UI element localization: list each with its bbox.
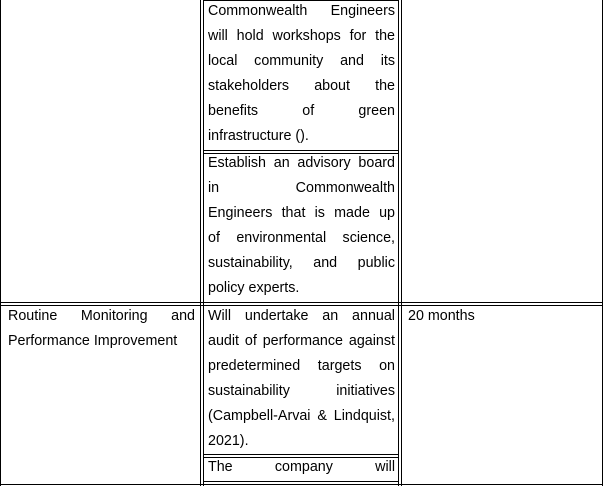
table-border-col1 — [200, 0, 201, 486]
action-line: Commonwealth Engineers — [208, 3, 395, 19]
table-border-col1b — [203, 0, 204, 486]
action-line: The company will — [208, 459, 395, 475]
phase-line: Performance Improvement — [8, 333, 178, 349]
table-border-left — [0, 0, 1, 486]
action-line: (Campbell-Arvai & Lindquist, — [208, 408, 395, 424]
action-line: policy experts. — [208, 280, 300, 296]
table-border-right — [602, 0, 603, 486]
action-line: benefits of green — [208, 103, 395, 119]
action-line: stakeholders about the — [208, 78, 395, 94]
action-line: Will undertake an annual — [208, 308, 395, 324]
action-line: infrastructure (). — [208, 128, 309, 144]
action-line: will hold workshops for the — [208, 28, 395, 44]
action-line: of environmental science, — [208, 230, 395, 246]
action-line: predetermined targets on — [208, 358, 395, 374]
phase-line: Routine Monitoring and — [8, 308, 195, 324]
table-border-col2 — [398, 0, 399, 486]
action-line: Engineers that is made up — [208, 205, 395, 221]
action-line: in Commonwealth — [208, 180, 395, 196]
table-border-bottom-b — [203, 481, 399, 482]
table-border-col2b — [401, 0, 402, 486]
action-line: 2021). — [208, 433, 249, 449]
table-border-bottom — [0, 484, 603, 485]
row-border-a — [0, 302, 603, 303]
action-line: sustainability initiatives — [208, 383, 395, 399]
action-line: sustainability, and public — [208, 255, 395, 271]
action-line: audit of performance against — [208, 333, 395, 349]
action-line: local community and its — [208, 53, 395, 69]
action-line: Establish an advisory board — [208, 155, 395, 171]
timeline-value: 20 months — [408, 308, 475, 324]
